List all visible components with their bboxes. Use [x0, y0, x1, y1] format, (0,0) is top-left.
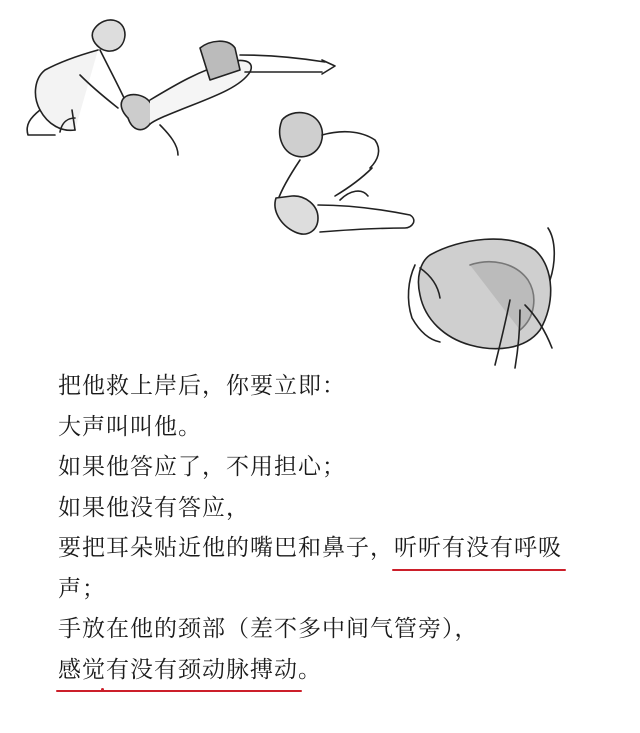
text-line-7: 手放在他的颈部（差不多中间气管旁），: [58, 616, 479, 642]
text-line-5: [58, 528, 628, 569]
highlight-check-breathing: 听听有没有呼吸: [394, 528, 562, 569]
highlight-check-pulse: 感觉有没有颈动脉搏动: [58, 650, 298, 691]
text-line-3: 如果他答应了，不用担心；: [58, 454, 346, 480]
hand-checking-neck-pulse-icon: [408, 228, 554, 368]
text-line-1: 把他救上岸后，你要立即：: [58, 373, 346, 399]
text-line-6: 声；: [58, 575, 106, 602]
text-line-5-plain: 要把耳朵贴近他的嘴巴和鼻子，: [58, 535, 394, 561]
red-dot-mark: [101, 688, 104, 691]
text-line-8: [58, 650, 628, 691]
rescuer-listening-for-breath-icon: [275, 113, 414, 234]
text-line-4: 如果他没有答应，: [58, 494, 250, 521]
instruction-text: [58, 366, 628, 690]
text-line-8-tail: 。: [298, 656, 322, 683]
text-line-2: 大声叫叫他。: [58, 413, 202, 440]
